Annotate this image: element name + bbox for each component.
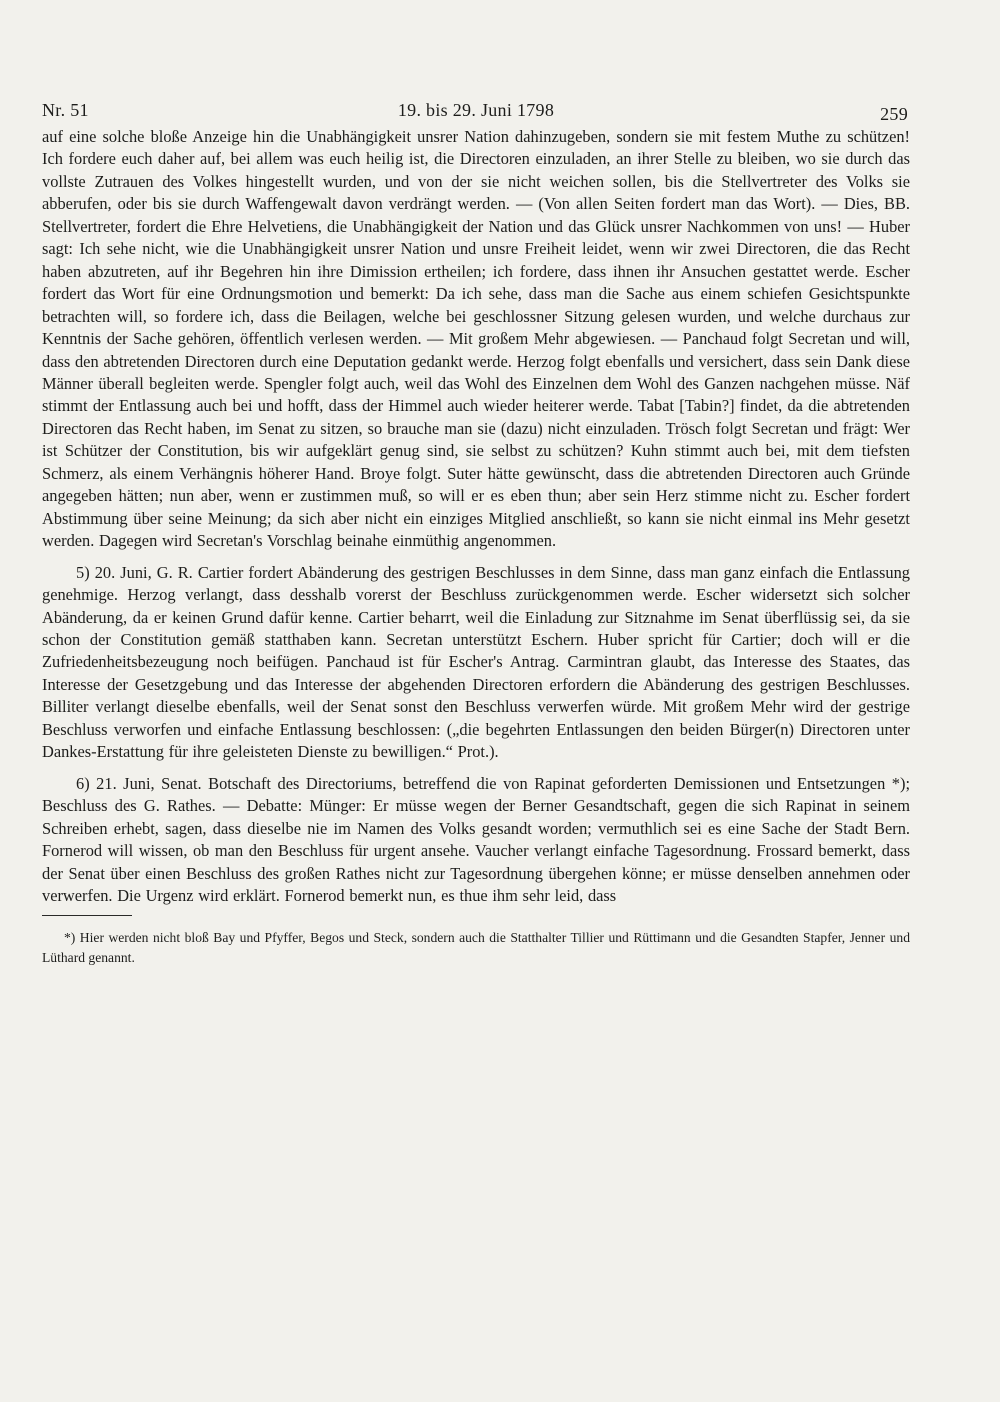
document-number: Nr. 51 [42,100,89,120]
date-range: 19. bis 29. Juni 1798 [397,100,555,120]
footnote [42,928,910,968]
footnote-text: *) Hier werden nicht bloß Bay und Pfyffer, Begos und Steck, sondern auch die Statthalter Tillier und Rüttimann und die Gesandten Stapfer, Jenner und Lüthard genannt. [42,930,910,966]
paragraph-section-6: 6) 21. Juni, Senat. Botschaft des Directoriums, betreffend die von Rapinat geforderten Demissionen und Entsetzungen *); Beschluss des G. Rathes. — Debatte: Münger: Er müsse wegen der Berner Gesandtschaft, gegen die sich Rapinat in seinem Schreiben erhebt, sagen, dass dieselbe nie im Namen des Volks gesandt worden; vermuthlich sei es eine Sache der Stadt Bern. Fornerod will wissen, ob man den Beschluss für urgent ansehe. Vaucher verlangt einfache Tagesordnung. Frossard bemerkt, dass der Senat über einen Beschluss des großen Rathes nicht zur Tagesordnung übergehen könne; er müsse denselben annehmen oder verwerfen. Die Urgenz wird erklärt. Fornerod bemerkt nun, es thue ihm sehr leid, dass [42,773,910,905]
paragraph-section-5: 5) 20. Juni, G. R. Cartier fordert Abänderung des gestrigen Beschlusses in dem Sinne, dass man ganz einfach die Entlassung genehmige. Herzog verlangt, dass desshalb vorerst der Beschluss zurückgenommen werde. Escher widersetzt sich solcher Abänderung, da er keinen Grund dafür kenne. Cartier beharrt, weil die Einladung zur Sitznahme im Senat überflüssig sei, da sie schon der Constitution gemäß statthaben kann. Secretan unterstützt Eschern. Huber spricht für Cartier; doch will er die Zufriedenheitsbezeugung noch beifügen. Panchaud ist für Escher's Antrag. Carmintran glaubt, das Interesse des Staates, das Interesse der Gesetzgebung und das Interesse der abgehenden Directoren erfordern die Abänderung des gestrigen Beschlusses. Billiter verlangt dieselbe ebenfalls, weil der Senat sonst den Beschluss verwerfen würde. Mit großem Mehr wird der gestrige Beschluss verworfen und einfache Entlassung beschlossen: („die begehrten Entlassungen den beiden Bürger(n) Directoren unter Dankes-Erstattung für ihre geleisteten Dienste zu bewilligen.“ Prot.). [42,562,910,762]
page-number: 259 [880,104,908,124]
running-header [42,92,910,126]
main-text [42,126,910,907]
footnote-rule [42,915,132,916]
document-page [42,92,910,968]
paragraph-continuation: auf eine solche bloße Anzeige hin die Unabhängigkeit unsrer Nation dahinzugeben, sondern sie mit festem Muthe zu schützen! Ich fordere euch daher auf, bei allem was euch heilig ist, die Directoren einzuladen, an ihrer Stelle zu bleiben, wo sie durch das vollste Zutrauen des Volkes hingestellt wurden, und von der sie nicht weichen sollen, bis die Stellvertreter des Volks sie abberufen, oder bis sie durch Waffengewalt davon verdrängt werden. — (Von allen Seiten fordert man das Wort). — Dies, BB. Stellvertreter, fordert die Ehre Helvetiens, die Unabhängigkeit der Nation und das Glück unsrer Nachkommen von uns! — Huber sagt: Ich sehe nicht, wie die Unabhängigkeit unsrer Nation und unsre Freiheit leidet, wenn wir zwei Directoren, die das Recht haben abzutreten, auf ihr Begehren hin ihre Dimission ertheilen; ich fordere, dass ihnen ihr Ansuchen gestattet werde. Escher fordert das Wort für eine Ordnungsmotion und bemerkt: Da ich sehe, dass man die Sache aus einem schiefen Gesichtspunkte betrachten will, so fordere ich, dass die Beilagen, welche bei geschlossner Sitzung gelesen wurden, und welche durchaus zur Kenntnis der Sache gehören, öffentlich verlesen werden. — Mit großem Mehr abgewiesen. — Panchaud folgt Secretan und will, dass den abtretenden Directoren durch eine Deputation gedankt werde. Herzog folgt ebenfalls und versichert, dass sein Dank diese Männer überall begleiten werde. Spengler folgt auch, weil das Wohl des Einzelnen dem Wohl des Ganzen nachgehen müsse. Näf stimmt der Entlassung auch bei und hofft, dass der Himmel auch wieder heiterer werde. Tabat [Tabin?] findet, da die abtretenden Directoren das Recht haben, im Senat zu sitzen, so brauche man sie (dazu) nicht einzuladen. Trösch folgt Secretan und frägt: Wer ist Schützer der Constitution, bis wir aufgeklärt genug sind, sie selbst zu schützen? Kuhn stimmt auch bei, mit dem tiefsten Schmerz, als einem Verhängnis höherer Hand. Broye folgt. Suter hätte gewünscht, dass die abtretenden Directoren auch Gründe angegeben hätten; nun aber, wenn er zustimmen muß, so will er es eben thun; aber sein Herz stimme nicht zu. Escher fordert Abstimmung über seine Meinung; da sich aber nicht ein einziges Mitglied anschließt, so kann sie nicht einmal ins Mehr gesetzt werden. Dagegen wird Secretan's Vorschlag beinahe einmüthig angenommen. [42,127,910,551]
